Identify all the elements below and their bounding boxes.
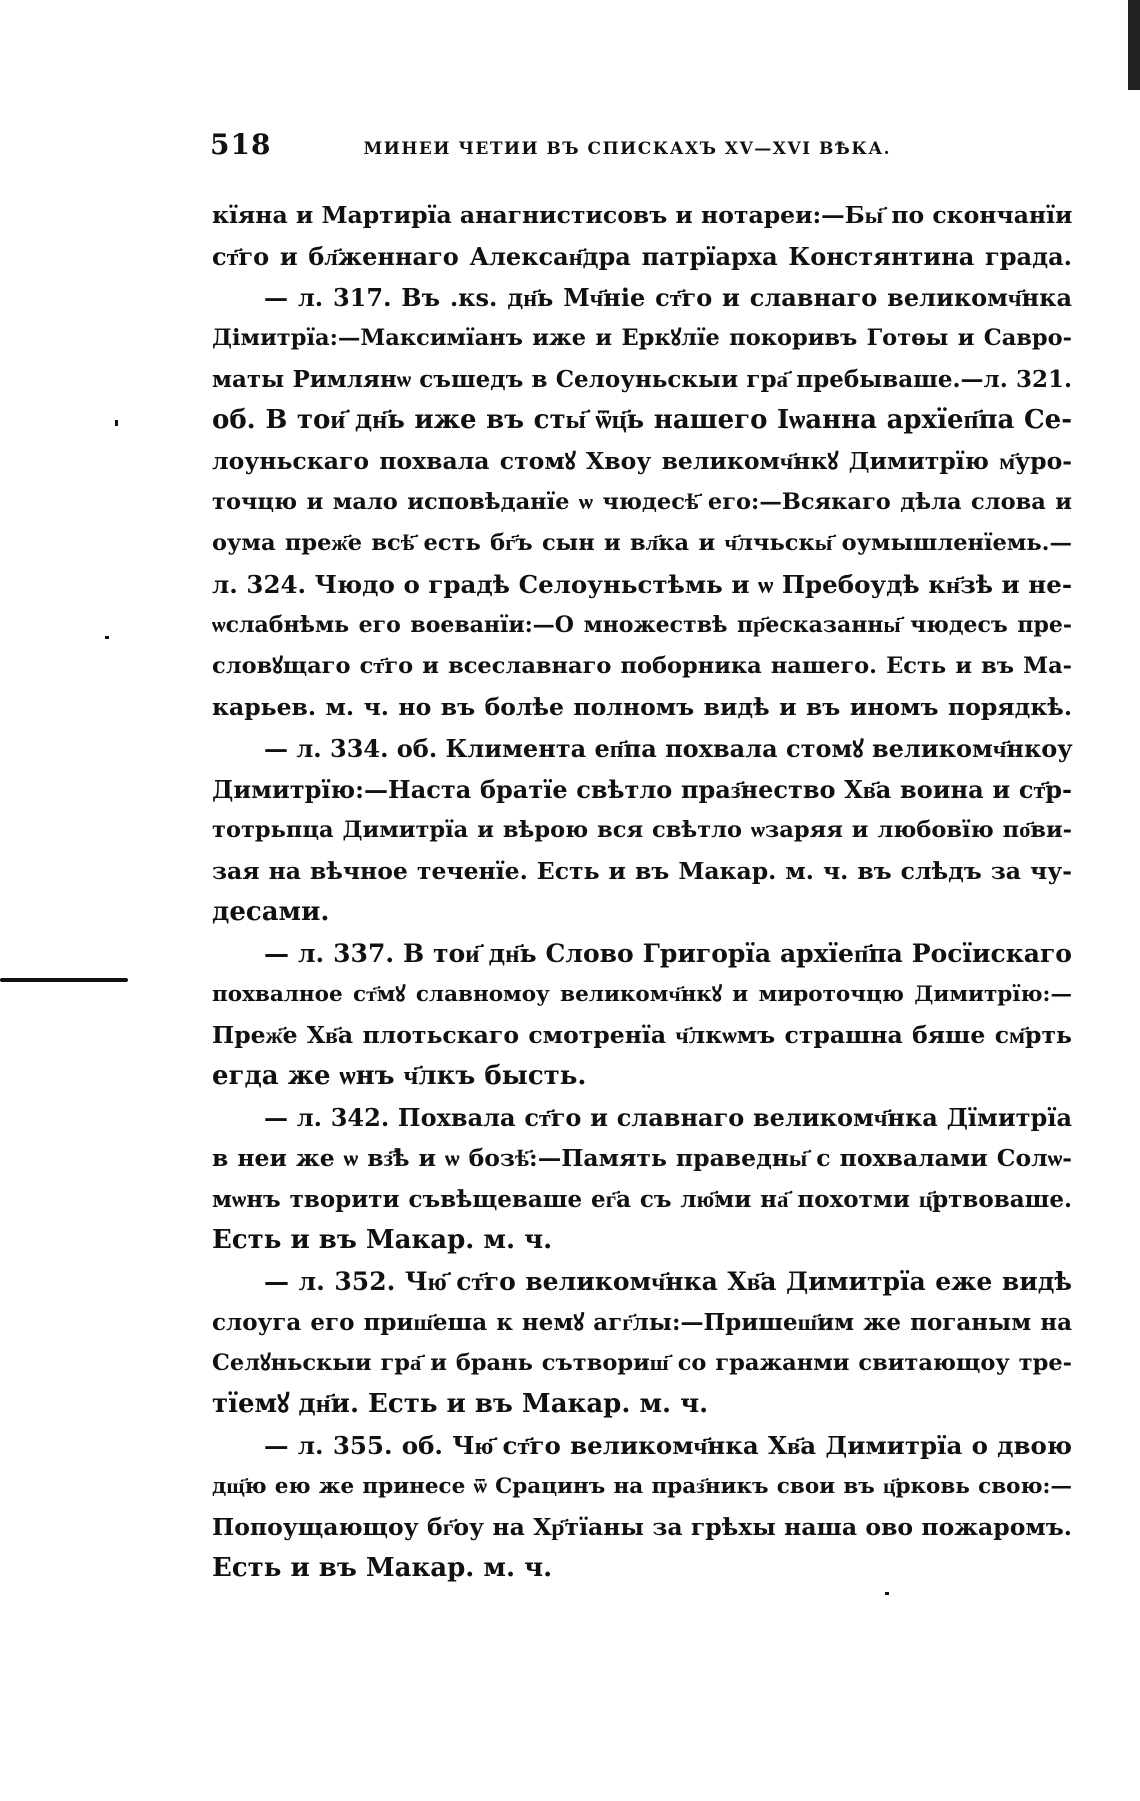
text-line: словꙋщаго ст҃го и всеславнаго поборника нашего. Есть и въ Ма- bbox=[212, 653, 1072, 679]
scan-edge-mark bbox=[1128, 0, 1140, 90]
page-header bbox=[210, 128, 910, 161]
text-line: кїяна и Мартирїа анагнистисовъ и нотареи:—Бы҃ по скончанїи bbox=[212, 201, 1073, 229]
text-line: егда же ѡнъ ч҃лкъ бысть. bbox=[212, 1061, 587, 1091]
text-line: — л. 337. В тои҃ дн҃ь Слово Григорїа архїеп҃па Росїискаго bbox=[264, 939, 1072, 968]
text-line: дщ҃ю ею же принесе ѿ Срацинъ на праз҃никъ свои въ ц҃рковь свою:— bbox=[212, 1474, 1072, 1499]
scan-speck bbox=[105, 636, 109, 639]
text-line: Есть и въ Макар. м. ч. bbox=[212, 1553, 553, 1583]
text-line: точцю и мало исповѣданїе ѡ чюдесѣ҃ его:—Всякаго дѣла слова и bbox=[212, 489, 1072, 515]
text-line: л. 324. Чюдо о градѣ Селоуньстѣмь и ѡ Пребоудѣ кн҃зѣ и не- bbox=[212, 570, 1072, 599]
scan-speck bbox=[885, 1592, 889, 1595]
text-line: тотрьпца Димитрїа и вѣрою вся свѣтло ѡзаряя и любовїю по҃ви- bbox=[212, 817, 1072, 843]
text-line: Попоущающоу бг҃оу на Хр҃тїаны за грѣхы наша ово пожаромъ. bbox=[212, 1513, 1072, 1541]
text-line: Дімитрїа:—Максимїанъ иже и Еркꙋлїе покоривъ Готѳы и Савро- bbox=[212, 325, 1072, 351]
text-line: в неи же ѡ вз҃ѣ и ѡ бозѣ҃:—Память праведны҃ с похвалами Солѡ- bbox=[212, 1144, 1072, 1172]
page-number: 518 bbox=[210, 128, 272, 161]
text-line: ст҃го и бл҃женнаго Алексан҃дра патрїарха Констянтина града. bbox=[212, 242, 1072, 271]
text-line: — л. 355. об. Чю҃ ст҃го великомч҃нка Хв҃а Димитрїа о двою bbox=[264, 1431, 1072, 1460]
text-line: тїемꙋ дн҃и. Есть и въ Макар. м. ч. bbox=[212, 1389, 709, 1419]
text-line: зая на вѣчное теченїе. Есть и въ Макар. м. ч. въ слѣдъ за чу- bbox=[212, 857, 1072, 885]
text-line: об. В тои҃ дн҃ь иже въ сты҃ ѿц҃ь нашего Іѡанна архїеп҃па Се- bbox=[212, 405, 1072, 435]
text-line: оума преж҃е всѣ҃ есть бг҃ъ сын и вл҃ка и ч҃лчьскы҃ оумышленїемь.— bbox=[212, 530, 1072, 556]
text-line: Преж҃е Хв҃а плотьскаго смотренїа ч҃лкѡмъ страшна бяше см҃рть bbox=[212, 1021, 1072, 1049]
text-line: слоуга его приш҃еша к немꙋ агг҃лы:—Пришеш҃им же поганым на bbox=[212, 1309, 1072, 1336]
text-line: карьев. м. ч. но въ болѣе полномъ видѣ и въ иномъ порядкѣ. bbox=[212, 693, 1072, 721]
text-line: десами. bbox=[212, 897, 330, 927]
scan-speck bbox=[115, 420, 118, 426]
text-line: Димитрїю:—Наста братїе свѣтло праз҃нество Хв҃а воина и ст҃р- bbox=[212, 775, 1072, 804]
text-line: похвалное ст҃мꙋ славномоу великомч҃нкꙋ и мироточцю Димитрїю:— bbox=[212, 982, 1072, 1007]
text-line: — л. 342. Похвала ст҃го и славнаго великомч҃нка Дїмитрїа bbox=[264, 1103, 1072, 1132]
text-line: — л. 352. Чю҃ ст҃го великомч҃нка Хв҃а Димитрїа еже видѣ bbox=[264, 1267, 1072, 1296]
body-text bbox=[212, 195, 1072, 1589]
text-line: маты Римлянѡ съшедъ в Селоуньскыи гра҃ пребываше.—л. 321. bbox=[212, 366, 1072, 393]
text-line: ѡслабнѣмь его воеванїи:—О множествѣ пр҃есказанны҃ чюдесъ пре- bbox=[212, 612, 1072, 638]
text-line: лоуньскаго похвала стомꙋ Хвоу великомч҃нкꙋ Димитрїю м҃уро- bbox=[212, 447, 1072, 475]
text-line: — л. 317. Въ .кѕ. дн҃ь Мч҃ніе ст҃го и славнаго великомч҃нка bbox=[264, 283, 1072, 312]
running-head: МИНЕИ ЧЕТИИ ВЪ СПИСКАХЪ XV—XVI ВѢКА. bbox=[363, 139, 892, 159]
text-line: Селꙋньскыи гра҃ и брань сътвориш҃ со гражанми свитающоу тре- bbox=[212, 1350, 1072, 1376]
text-line: — л. 334. об. Климента еп҃па похвала стомꙋ великомч҃нкоу bbox=[264, 734, 1073, 763]
scan-margin-stroke bbox=[0, 978, 128, 982]
text-line: Есть и въ Макар. м. ч. bbox=[212, 1225, 553, 1255]
text-line: мѡнъ творити съвѣщеваше ег҃а съ лю҃ми на҃ похотми ц҃ртвоваше. bbox=[212, 1186, 1072, 1213]
